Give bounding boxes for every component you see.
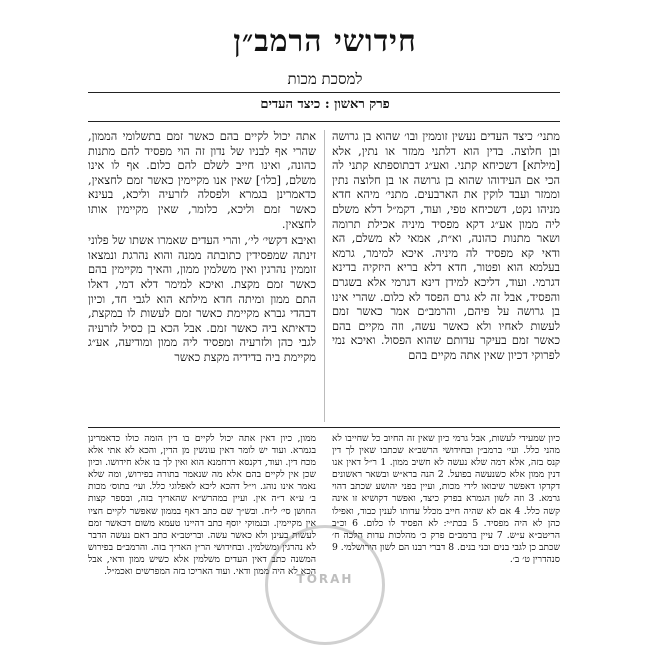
page-title: חידושי הרמב״ן (233, 24, 417, 59)
main-text-right-column (332, 130, 560, 422)
footnote-paragraph: ממון, כיון דאין אתה יכול לקיים בו דין הזמה כולו כדאמרינן בגמרא. ועוד יש לומר דאין עונשין מן הדין, והכא לא אתי אלא מכח דין. ועוד, דקנסא דרחמנא הוא ואין לך בו אלא חידושו. וכיון שכן אין לקיים בהם אלא מה שנאמר בתורה בפירוש, ומה שלא נאמר אינו נוהג. וי״ל דהכא ליכא לאפלוגי כלל. ועי׳ בתוס׳ מכות ב׳ ע״א ד״ה אין. ועיין במהרש״א שהאריך בזה, ובספר קצות החושן סי׳ ל״ח. ובש״ך שם כתב דאף בממון שאפשר לקיים חציו אין מקיימין. ובנמוקי יוסף כתב דהיינו טעמא משום דכאשר זמם לעשות בעינן ולא כאשר עשה. ובריטב״א כתב דאם נעשה הדבר לא נהרגין ומשלמין. ובחידושי הר״ן האריך בזה. והרמב״ם בפירוש המשנה כתב דאין העדים משלמין אלא כשיש ממון ודאי, אבל הכא לא היה ממון ודאי. ועוד האריכו בזה המפרשים ואכמ״ל. (88, 433, 316, 578)
footnote-rule (88, 427, 560, 428)
footnote-paragraph: כיון שמעידי לעשות, אבל גרמי כיון שאין זה החיוב כל שחייבו לא מהני כלל. ועי׳ ברמב״ן ובחידושי הרשב״א שכתבו שאין לך דין קנס בזה, אלא דמה שלא נעשה לא חשיב ממון. 1 ר״ל דאין אנו דנין ממון אלא כשנעשה בפועל. 2 הנה ברא״ש ובשאר ראשונים דקדקו דאפשר שיבואו לידי מכות, ועיין בפני יהושע שכתב דהוי גרמא. 3 וזה לשון הגמרא בפרק כיצד, ואפשר דקושיא זו אינה קשה כלל. 4 אם לא שהיה חייב מכלל עדותו לענין כבוד, ואפילו כהן לא היה מפסיד. 5 בכת״י: לא הפסיד לו כלום. 6 וכ״ב הריטב״א ע״ש. 7 עיין ברמב״ם פרק כ׳ מהלכות עדות הלכה ח׳ שכתב כן לגבי בנים ובני בנים. 8 דברי רבנו הם לשון הירושלמי. 9 סנהדרין ט׳ ב׳. (332, 433, 560, 565)
footnotes-right-column (332, 433, 560, 633)
column-divider (324, 130, 325, 422)
chapter-heading: פרק ראשון : כיצד העדים (260, 97, 390, 112)
main-text-left-column (88, 130, 316, 422)
chapter-rule (88, 121, 560, 122)
main-text-paragraph: ואיבא דקשי׳ לי׳, והרי העדים שאמרו אשתו של פלוני זינתה שמפסידין כתובתה ממנה והוא נהרגת ונמצאו זוממין נהרגין ואין משלמין ממון, והאיך מקיימין בהם כאשר זמם מקצת. ואיכא למימר דלא דמי, דאלו התם ממון ומיתה חדא מילתא הוא לגבי חד, וכיון דבהדי גברא מקיימת כאשר זמם לעשות לו במקצת, כדאיתא ביה כאשר זמם. אבל הכא בן כסיל לזרעיה לגבי כהן ולזרעיה ומפסיד ליה ממון ומודיעה, אע״ג מקיימת ביה בדידיה מקצת כאשר (88, 234, 316, 364)
header-rule (88, 92, 560, 93)
watermark-text: TORAH (296, 572, 354, 586)
footnotes-left-column (88, 433, 316, 633)
main-text-paragraph: מתני׳ כיצד העדים נעשין זוממין ובו׳ שהוא בן גרושה ובן חלוצה. בדין הוא דלתני ממזר או נתין, אלא [מילתא] דשכיחא קתני. ואע״ג דבתוספתא קתני לה הכי אם העידוהו שהוא בן גרושה או בן חלוצה נתין וממזר ועבד לוקין את הארבעים. מתני׳ מיהא חדא מניהו נקט, דשכיחא טפי, ועוד, דקמ״ל דלא משלם ליה ממון אע״ג דקא מפסיד מיניה אכילת תרומה ושאר מתנות כהונה, וא״ת, אמאי לא משלם, הא ודאי קא מפסיד לה מיניה. איכא למימר, גרמא בעלמא הוא ופטור, חדא דלא בריא היזקיה בדינא דגרמי. ועוד, דליכא למידן דינא דגרמי אלא בשגרם והפסיד, אבל זה לא גרם הפסד לא כלום. שהרי אינו בן גרושה על פיהם, והרמב״ם אמר כאשר זמם לעשות לאחיו ולא כאשר עשה, וזה מקיים בהם כאשר זמם בעיקר עדותם שהוא הפסול. ואיכא נמי לפרוקי דכיון שאין אתה מקיים בהם (332, 130, 560, 362)
main-text-paragraph: אתה יכול לקיים בהם כאשר זמם בתשלומי הממון, שהרי אף לבניו של נדון זה הוי מפסיד להם מתנות כהונה, ואינו חייב לשלם להם כלום. אף לו אינו משלם, [כלו׳] שאין אנו מקיימין כאשר זמם לחצאין, כדאמרינן בגמרא ולפסלה לזרעיה וליכא, בעינא כאשר זמם וליכא, כלומר, שאין מקיימין אותו לחצאין. (88, 130, 316, 231)
page-subtitle: למסכת מכות (287, 70, 363, 88)
